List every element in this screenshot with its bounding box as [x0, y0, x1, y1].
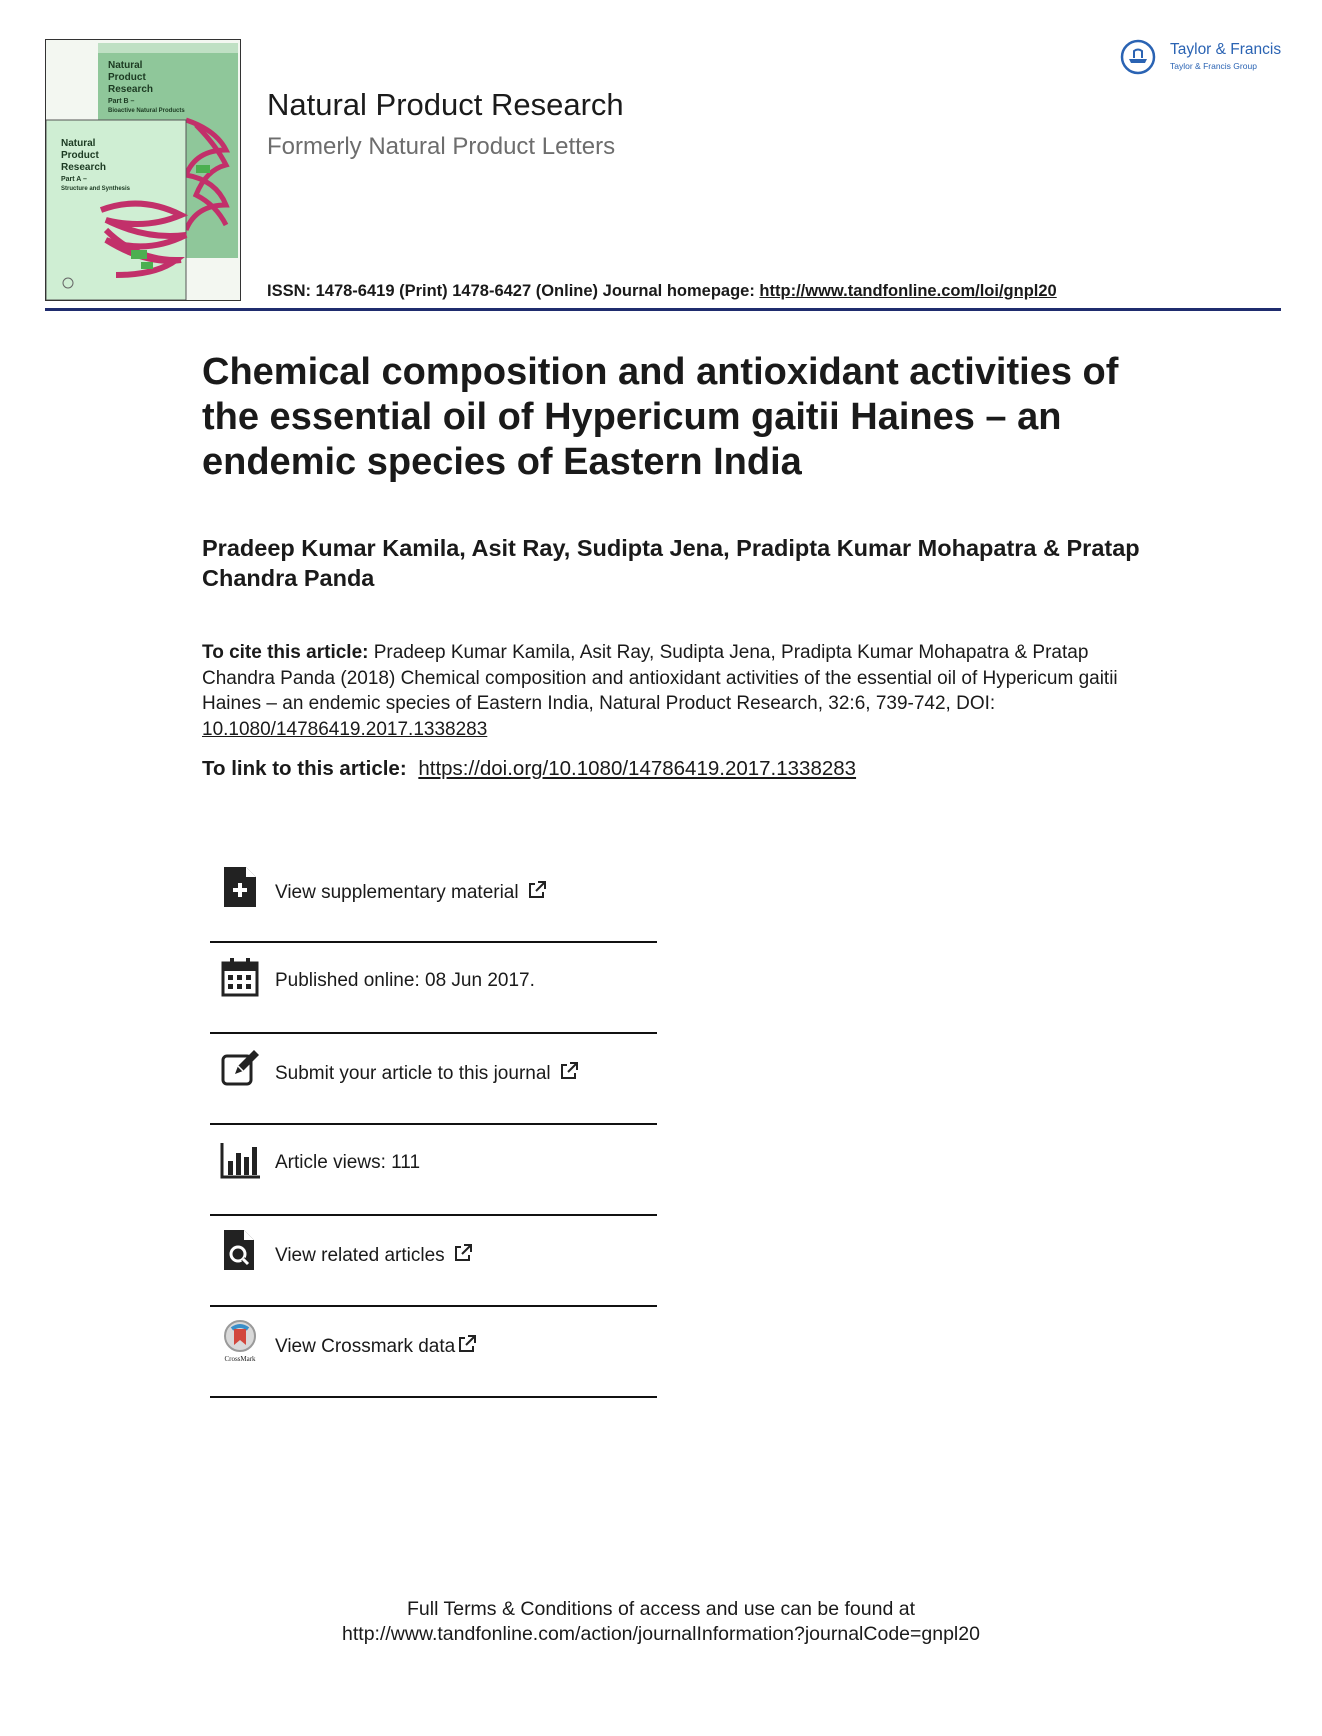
info-label: Submit your article to this journal — [275, 1061, 579, 1085]
svg-text:Natural: Natural — [108, 60, 143, 71]
info-row-related[interactable] — [210, 1216, 657, 1307]
article-link-line — [202, 757, 856, 781]
svg-text:Structure and Synthesis: Structure and Synthesis — [61, 186, 131, 192]
info-label: Article views: 111 — [275, 1152, 421, 1173]
file-plus-icon — [220, 865, 260, 909]
info-row-views — [210, 1125, 657, 1216]
svg-text:Part B –: Part B – — [108, 98, 135, 105]
info-row-crossmark[interactable] — [210, 1307, 657, 1398]
journal-title: Natural Product Research — [267, 87, 624, 122]
svg-text:Research: Research — [61, 162, 107, 173]
info-row-submit[interactable] — [210, 1034, 657, 1125]
issn-line — [267, 282, 1057, 301]
publisher-logo-icon — [1120, 39, 1156, 75]
info-label: View related articles — [275, 1243, 473, 1267]
info-label: View Crossmark data — [275, 1334, 477, 1358]
citation-doi-link[interactable]: 10.1080/14786419.2017.1338283 — [202, 718, 488, 740]
svg-text:Bioactive Natural Products: Bioactive Natural Products — [108, 108, 185, 114]
svg-text:Product: Product — [108, 72, 146, 83]
info-row-published — [210, 943, 657, 1034]
footer-terms-url[interactable]: http://www.tandfonline.com/action/journalInformation?journalCode=gnpl20 — [342, 1623, 980, 1645]
edit-icon — [220, 1046, 260, 1090]
info-label: View supplementary material — [275, 880, 547, 904]
crossmark-icon — [220, 1319, 260, 1363]
crossmark-caption: CrossMark — [224, 1355, 256, 1363]
info-label: Published online: 08 Jun 2017. — [275, 970, 535, 991]
svg-text:Product: Product — [61, 150, 99, 161]
header-divider — [45, 308, 1281, 311]
publisher-group: Taylor & Francis Group — [1170, 61, 1257, 71]
external-link-icon — [453, 1243, 473, 1263]
external-link-icon — [527, 880, 547, 900]
bar-chart-icon — [220, 1137, 260, 1181]
journal-subtitle: Formerly Natural Product Letters — [267, 133, 616, 160]
external-link-icon — [559, 1061, 579, 1081]
external-link-icon — [457, 1334, 477, 1354]
journal-homepage-link[interactable]: http://www.tandfonline.com/loi/gnpl20 — [759, 282, 1057, 300]
citation-label: To cite this article: — [202, 642, 369, 663]
citation-text: Pradeep Kumar Kamila, Asit Ray, Sudipta Jena, Pradipta Kumar Mohapatra & Pratap Chandra Panda (2018) Chemical composition and antioxidant activities of the essential oil of Hypericum gaitii Haines – an endemic species of Eastern India, Natural Product Research, 32:6, 739-742, DOI: — [202, 642, 1118, 714]
article-doi-link[interactable]: https://doi.org/10.1080/14786419.2017.1338283 — [418, 757, 857, 780]
footer — [0, 1597, 1322, 1647]
citation-block — [202, 640, 1127, 742]
article-info-list — [210, 853, 657, 1398]
cover-artwork — [46, 40, 240, 300]
info-row-supplementary[interactable] — [210, 853, 657, 943]
search-document-icon — [220, 1228, 260, 1272]
footer-terms-text: Full Terms & Conditions of access and use can be found at — [406, 1598, 915, 1620]
publisher-name: Taylor & Francis — [1170, 41, 1282, 58]
article-title: Chemical composition and antioxidant activities of the essential oil of Hypericum gaitii Haines – an endemic species of Eastern India — [202, 351, 1119, 483]
svg-text:Part A –: Part A – — [61, 176, 87, 183]
svg-text:Natural: Natural — [61, 138, 96, 149]
calendar-icon — [220, 955, 260, 999]
article-link-label: To link to this article: — [202, 757, 407, 780]
article-authors: Pradeep Kumar Kamila, Asit Ray, Sudipta Jena, Pradipta Kumar Mohapatra & Pratap Chandra Panda — [202, 535, 1140, 591]
svg-text:Research: Research — [108, 84, 154, 95]
journal-cover-image — [45, 39, 241, 301]
issn-text: ISSN: 1478-6419 (Print) 1478-6427 (Online) Journal homepage: — [267, 282, 760, 300]
